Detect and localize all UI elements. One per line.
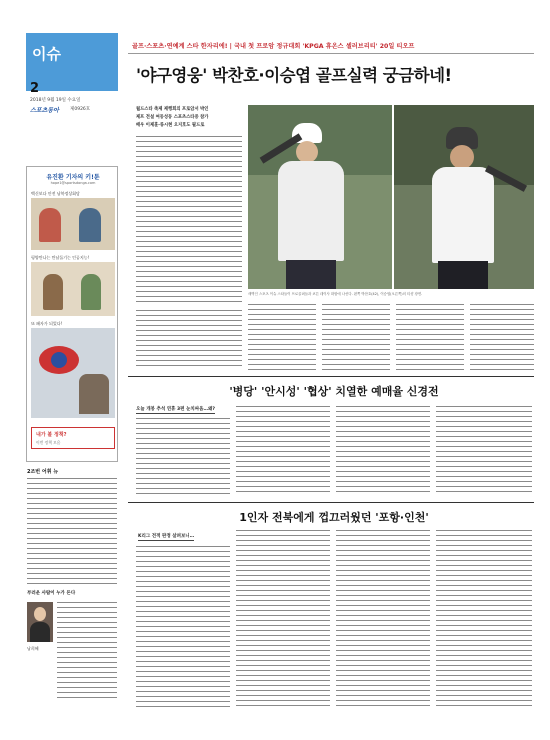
lower-body-col-2 — [236, 530, 330, 710]
cartoon-image-3 — [31, 328, 115, 418]
cartoon-image-1 — [31, 198, 115, 250]
people-title: 부러운 사람이 누가 돈다 — [27, 591, 76, 596]
side-news-body — [27, 478, 117, 586]
cartoon-image-2 — [31, 262, 115, 316]
poll-subtitle: 이번 정책 모음 — [36, 440, 61, 445]
issue-number: 제0926호 — [70, 107, 91, 112]
section-label: 이슈 — [32, 45, 61, 63]
section-divider-1 — [128, 376, 534, 377]
cartoon-title: 유진환 기자의 키!툰 — [46, 174, 100, 181]
lower-body-col-4 — [436, 530, 532, 710]
mid-body-col-4 — [436, 406, 532, 496]
main-title: '야구영웅' 박찬호·이승엽 골프실력 궁금하네! — [136, 66, 452, 85]
mid-headline: '병당' '안시성' '협상' 치열한 예매율 신경전 — [229, 385, 439, 398]
cartoon-caption-2: 평양만나는 만남돌기는 인공지능! — [31, 255, 90, 260]
lead-line-1: 월드스타 축제 제행회의 프로암서 박인 — [136, 107, 209, 112]
lead-body — [136, 136, 242, 304]
top-bar-headline: 골프·스포츠·연예계 스타 한자리에! | 국내 첫 프로암 정규대회 'KPGA 휴온스 셀러브리티' 20일 티오프 — [132, 43, 415, 50]
mid-body-col-2 — [236, 406, 330, 496]
issue-date: 2018년 9월 19일 수요일 — [30, 98, 81, 103]
lower-headline: 1인자 전북에게 껍끄러웠던 '포항·인천' — [239, 511, 429, 524]
poll-button[interactable] — [31, 427, 115, 449]
main-body-col-4 — [396, 304, 464, 370]
mid-body-col-3 — [336, 406, 430, 496]
main-body-col-5 — [470, 304, 534, 370]
page-number: 2 — [30, 81, 40, 96]
main-body-col-3 — [322, 304, 390, 370]
cartoon-caption-1: 백신보다 안전 남북정상회담 — [31, 191, 80, 196]
cartoon-panel — [26, 166, 118, 462]
paper-logo: 스포츠동아 — [30, 107, 59, 114]
section-divider-2 — [128, 502, 534, 503]
lead-line-2: 제프 전설 여동성동 스포츠스타중 참가 — [136, 115, 209, 120]
mid-body-col-1 — [136, 418, 230, 496]
cartoon-email: hope1@sportsdonga.com — [50, 181, 96, 185]
lower-subhead: K리그 전적 판정 살펴보니… — [138, 534, 195, 539]
cartoon-caption-3: 또 패자가 되었다! — [31, 321, 63, 326]
side-news-title: 2조번 어휘 뉴 — [27, 469, 59, 475]
photo-caption: 새벽인 스포츠 이슈 스타들이 프로골퍼들과 코튼 데이사 화합에 나선다. 왼쪽 박찬호(42), 이승엽(오른쪽)의 티샷 장면. — [248, 292, 423, 296]
mid-subhead: 오늘 개봉 추석 연휴 3편 눈치싸움…왜? — [136, 407, 215, 412]
person-photo — [27, 602, 53, 642]
section-block — [26, 33, 118, 91]
lower-body-col-3 — [336, 530, 430, 710]
person-body — [57, 602, 117, 702]
top-bar — [128, 38, 534, 54]
lower-body-col-1 — [136, 546, 230, 710]
lead-line-3: 배우 이제훈·류시현 오지호도 필드로 — [136, 123, 205, 128]
poll-question: 내가 볼 정책? — [36, 432, 67, 438]
person-name: 남희혜 — [27, 646, 39, 651]
main-body-col-2 — [248, 304, 316, 370]
main-body-col-1 — [136, 310, 242, 370]
photo-right-golfer — [394, 105, 534, 289]
photo-left-golfer — [248, 105, 392, 289]
